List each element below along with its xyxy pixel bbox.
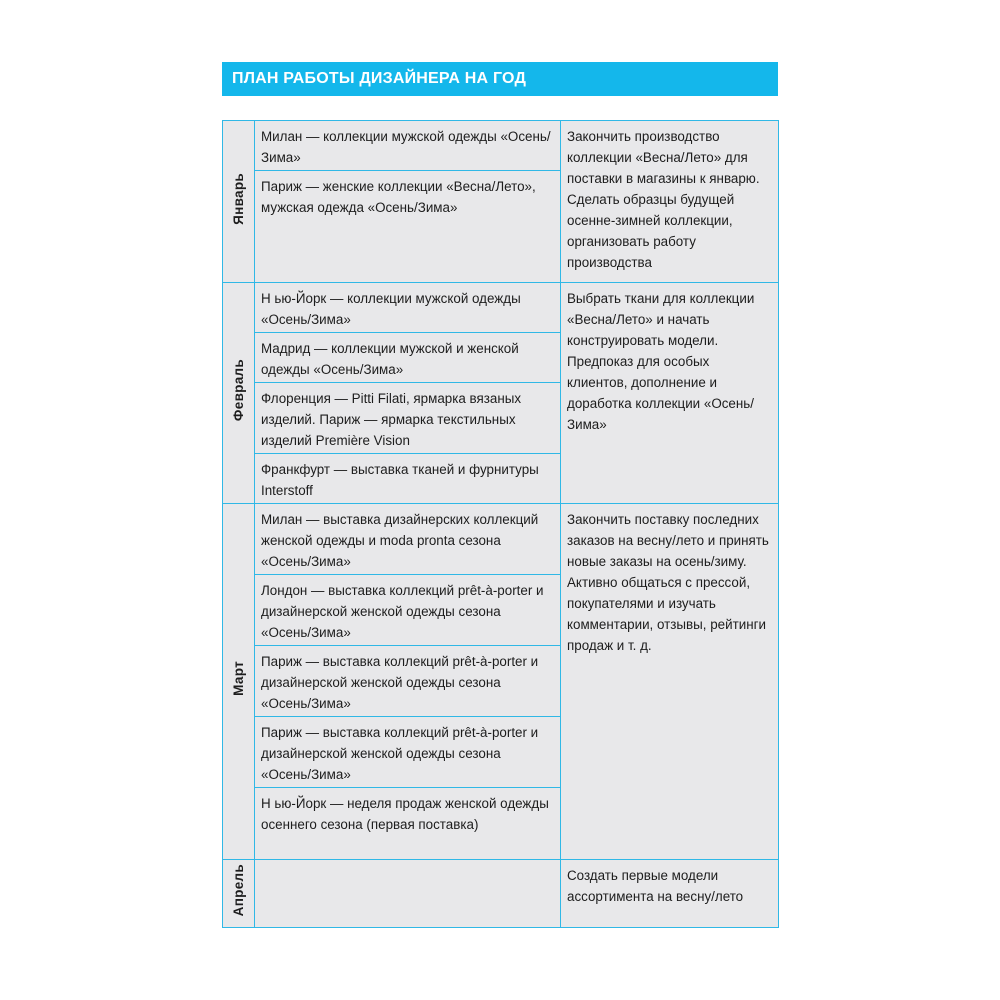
task-cell: Создать первые модели ассортимента на весну/лето: [561, 860, 779, 928]
month-cell-march: [223, 504, 255, 860]
event-cell: Франкфурт — выставка тканей и фурнитуры Interstoff: [255, 454, 561, 504]
table-row: [223, 504, 779, 575]
event-cell: Милан — коллекции мужской одежды «Осень/Зима»: [255, 121, 561, 171]
month-cell-february: [223, 283, 255, 504]
page: [222, 62, 778, 928]
event-cell: [255, 860, 561, 928]
month-label: Март: [231, 661, 246, 696]
month-label: Январь: [231, 172, 246, 225]
month-label: Февраль: [231, 358, 246, 422]
task-cell: Закончить производство коллекции «Весна/Лето» для поставки в магазины к январю. Сделать образцы будущей осенне-зимней коллекции, организовать работу производства: [561, 121, 779, 283]
event-cell: Мадрид — коллекции мужской и женской одежды «Осень/Зима»: [255, 333, 561, 383]
task-cell: Выбрать ткани для коллекции «Весна/Лето» и начать конструировать модели. Предпоказ для особых клиентов, дополнение и доработка коллекции «Осень/Зима»: [561, 283, 779, 504]
plan-table: [222, 120, 779, 928]
event-cell: Лондон — выставка коллекций prêt-à-porter и дизайнерской женской одежды сезона «Осень/Зима»: [255, 575, 561, 646]
event-cell: Париж — выставка коллекций prêt-à-porter и дизайнерской женской одежды сезона «Осень/Зима»: [255, 717, 561, 788]
month-label: Апрель: [231, 864, 246, 917]
event-cell: Флоренция — Pitti Filati, ярмарка вязаных изделий. Париж — ярмарка текстильных изделий Première Vision: [255, 383, 561, 454]
event-cell: Милан — выставка дизайнерских коллекций женской одежды и moda pronta сезона «Осень/Зима»: [255, 504, 561, 575]
title-bar: [222, 62, 778, 96]
event-cell: Н ью-Йорк — неделя продаж женской одежды осеннего сезона (первая поставка): [255, 788, 561, 860]
event-cell: Н ью-Йорк — коллекции мужской одежды «Осень/Зима»: [255, 283, 561, 333]
page-title: ПЛАН РАБОТЫ ДИЗАЙНЕРА НА ГОД: [232, 70, 527, 87]
table-row: [223, 121, 779, 171]
event-cell: Париж — выставка коллекций prêt-à-porter и дизайнерской женской одежды сезона «Осень/Зима»: [255, 646, 561, 717]
event-cell: Париж — женские коллекции «Весна/Лето», мужская одежда «Осень/Зима»: [255, 171, 561, 283]
task-cell: Закончить поставку последних заказов на весну/лето и принять новые заказы на осень/зиму. Активно общаться с прессой, покупателями и изучать комментарии, отзывы, рейтинги продаж и т. д.: [561, 504, 779, 860]
table-row: [223, 860, 779, 928]
month-cell-april: [223, 860, 255, 928]
month-cell-january: [223, 121, 255, 283]
table-row: [223, 283, 779, 333]
